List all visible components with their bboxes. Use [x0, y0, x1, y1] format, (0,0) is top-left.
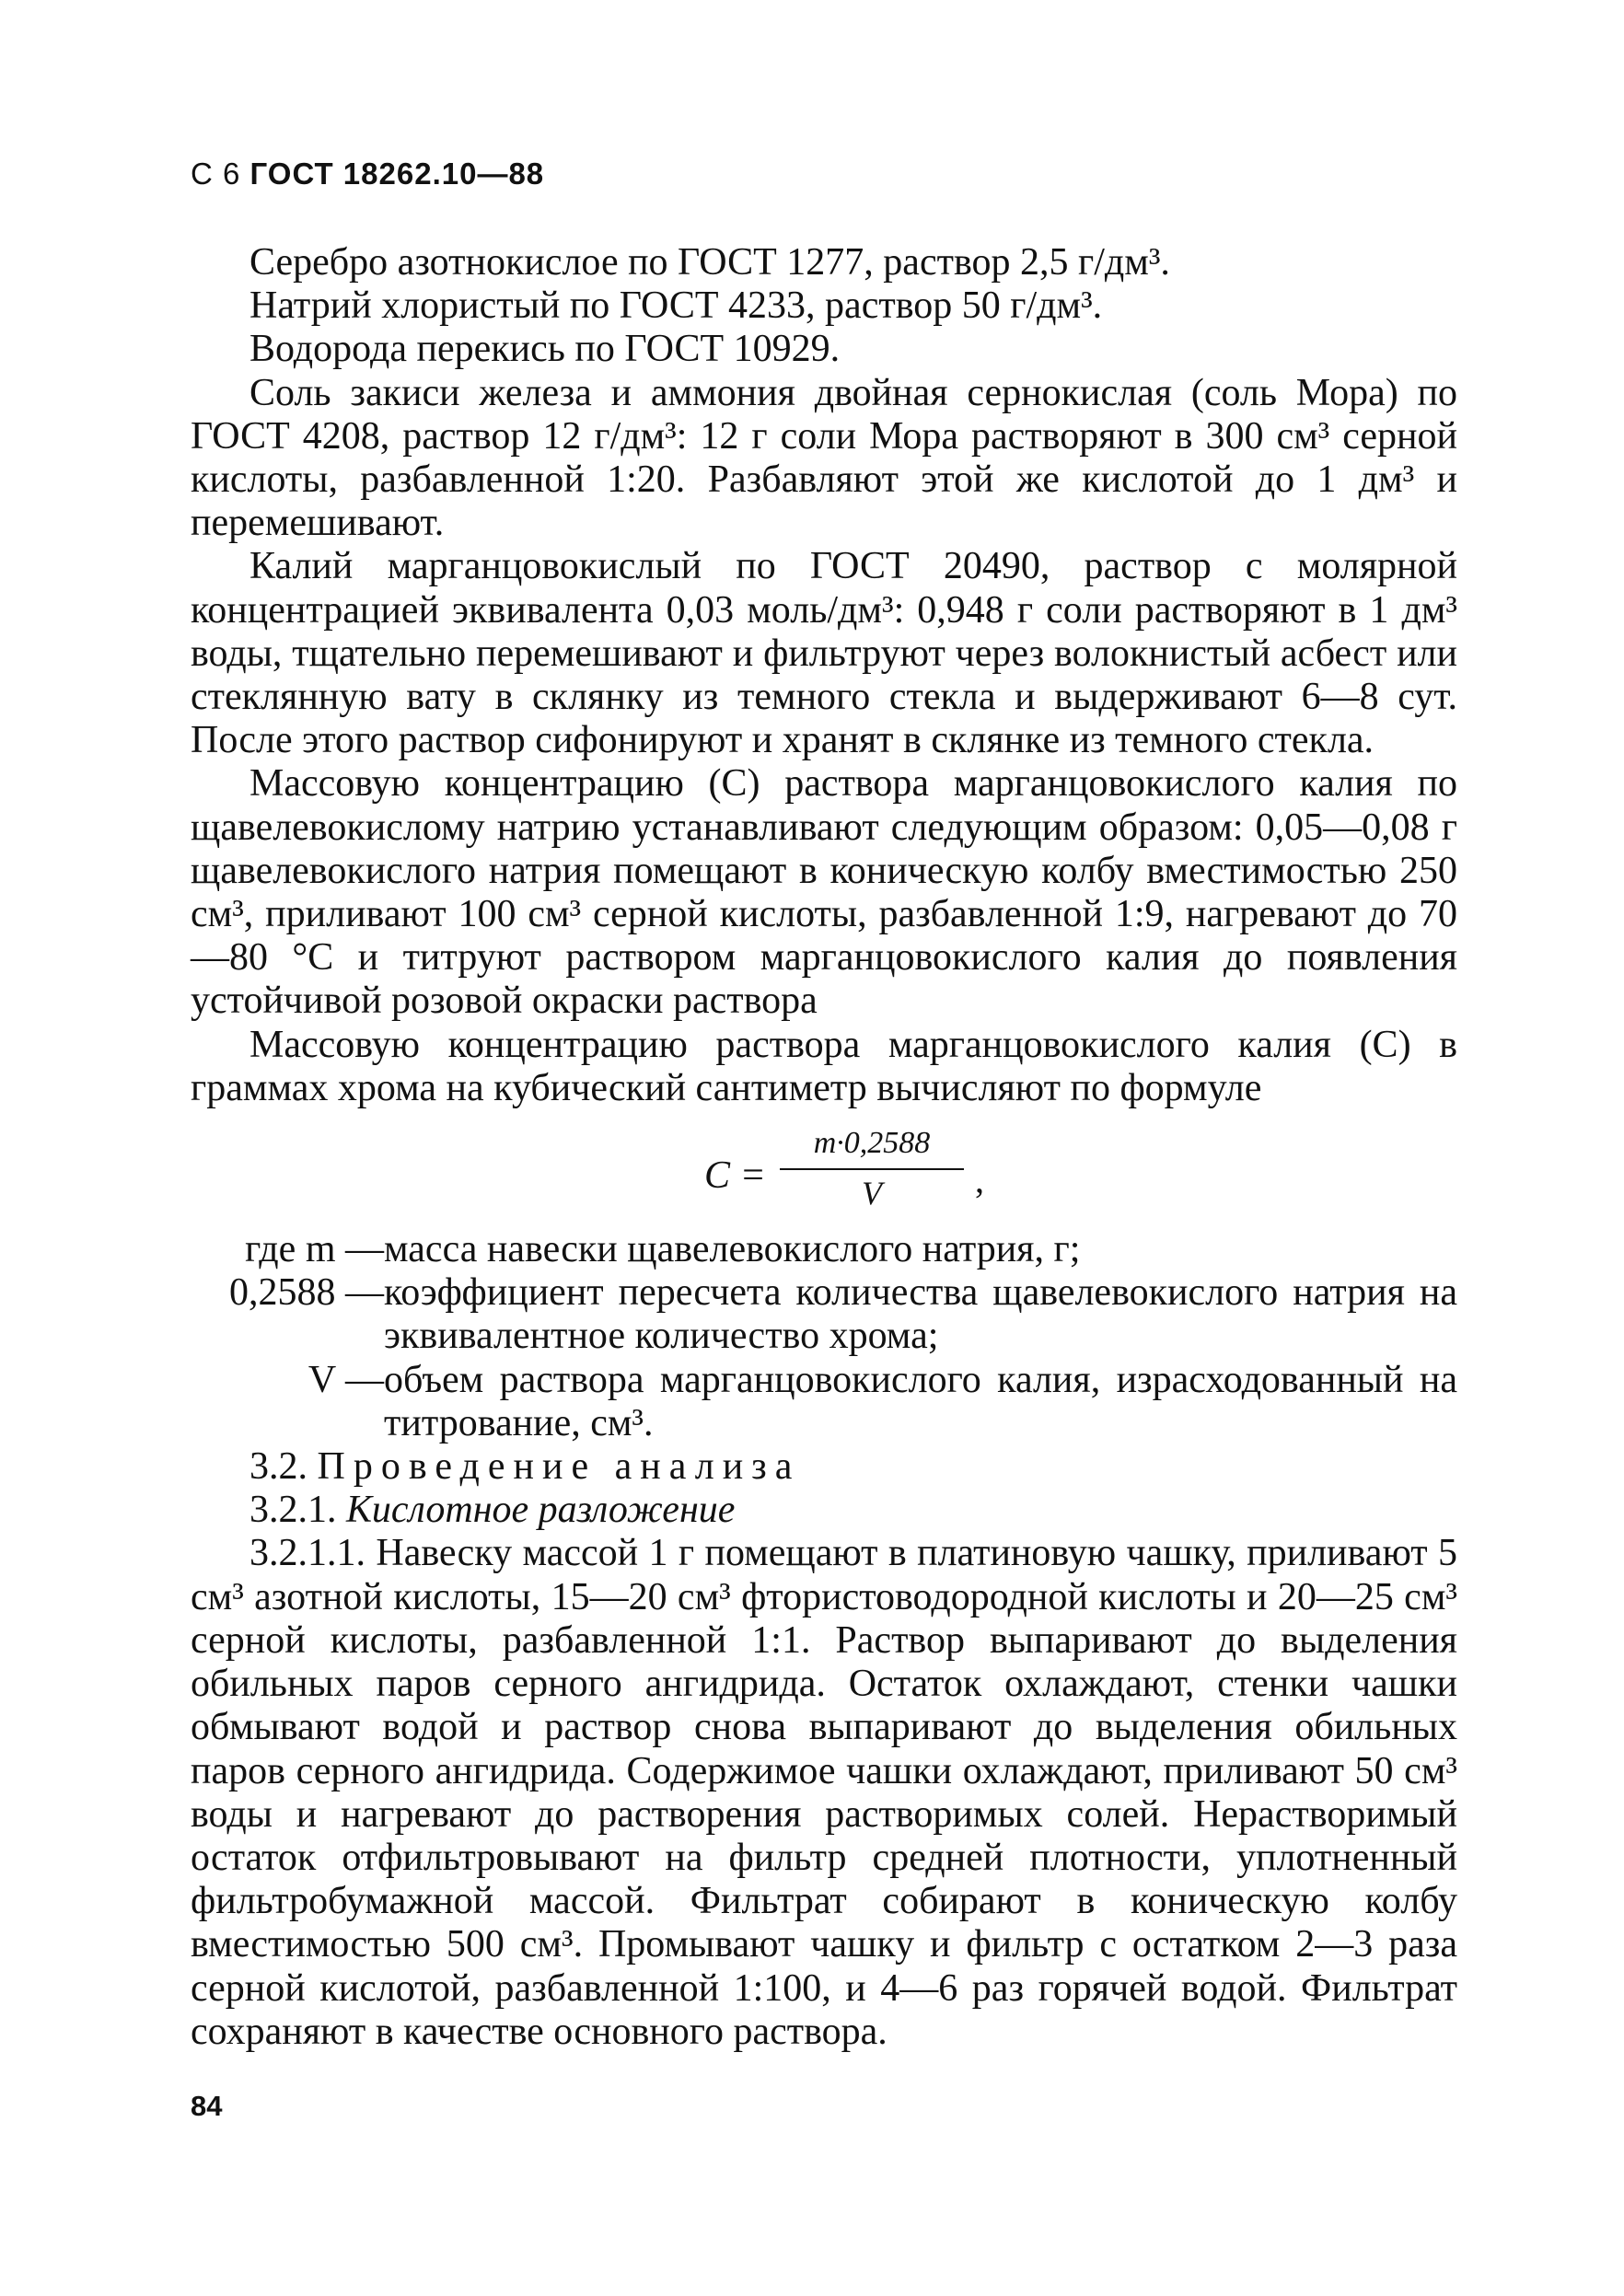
formula-fraction — [780, 1121, 964, 1215]
paragraph-potassium-permanganate: Калий марганцовокислый по ГОСТ 20490, раствор с молярной концентрацией эквивалента 0,03 моль/дм³: 0,948 г соли растворяют в 1 дм³ воды, тщательно перемешивают и фильтруют через волокнистый асбест или стеклянную вату в склянку из темного стекла и выдерживают 6—8 сут. После этого раствор сифонируют и хранят в склянке из темного стекла. — [191, 545, 1457, 762]
concentration-formula — [191, 1110, 1457, 1228]
standard-number: ГОСТ 18262.10—88 — [249, 157, 545, 191]
page-prefix: С 6 — [191, 157, 241, 191]
where-term: 0,2588 — — [229, 1271, 384, 1315]
section-title: Проведение анализа — [317, 1445, 801, 1489]
paragraph-sodium-chloride: Натрий хлористый по ГОСТ 4233, раствор 50 г/дм³. — [249, 284, 1103, 328]
paragraph-standardization: Массовую концентрацию (С) раствора марганцовокислого калия по щавелевокислому натрию устанавливают следующим образом: 0,05—0,08 г щавелевокислого натрия помещают в коническую колбу вместимостью 250 см³, приливают 100 см³ серной кислоты, разбавленной 1:9, нагревают до 70—80 °С и титруют раствором марганцовокислого калия до появления устойчивой розовой окраски раствора — [191, 762, 1457, 1023]
paragraph-acid-decomposition: 3.2.1.1. Навеску массой 1 г помещают в платиновую чашку, приливают 5 см³ азотной кислоты, 15—20 см³ фтористоводородной кислоты и 20—25 см³ серной кислоты, разбавленной 1:1. Раствор выпаривают до выделения обильных паров серного ангидрида. Остаток охлаждают, стенки чашки обмывают водой и раствор снова выпаривают до выделения обильных паров серного ангидрида. Содержимое чашки охлаждают, приливают 50 см³ воды и нагревают до растворения растворимых солей. Нерастворимый остаток отфильтровывают на фильтр средней плотности, уплотненный фильтробумажной массой. Фильтрат собирают в коническую колбу вместимостью 500 см³. Промывают чашку и фильтр с остатком 2—3 раза серной кислотой, разбавленной 1:100, и 4—6 раз горячей водой. Фильтрат сохраняют в качестве основного раствора. — [191, 1532, 1457, 2053]
paragraph-hydrogen-peroxide: Водорода перекись по ГОСТ 10929. — [249, 328, 841, 371]
where-item — [191, 1271, 1457, 1358]
where-item — [191, 1228, 1457, 1271]
where-term: где m — — [245, 1228, 384, 1271]
running-header — [191, 157, 544, 191]
where-definition: коэффициент пересчета количества щавелевокислого натрия на эквивалентное количество хрома; — [384, 1271, 1457, 1358]
where-term: V — — [307, 1358, 384, 1401]
formula-denominator: V — [862, 1175, 882, 1212]
page-number: 84 — [191, 2090, 223, 2122]
where-item — [191, 1359, 1457, 1445]
paragraph-concentration-formula-intro: Массовую концентрацию раствора марганцовокислого калия (С) в граммах хрома на кубический сантиметр вычисляют по формуле — [191, 1023, 1457, 1109]
section-heading-3-2: 3.2. Проведение анализа — [249, 1445, 801, 1489]
formula-comma: , — [975, 1159, 984, 1201]
section-title: Кислотное разложение — [346, 1489, 736, 1532]
document-body — [191, 241, 1457, 2054]
where-definition: объем раствора марганцовокислого калия, израсходованный на титрование, см³. — [384, 1358, 1457, 1444]
section-heading-3-2-1: 3.2.1. Кислотное разложение — [249, 1489, 736, 1532]
formula-numerator: m·0,2588 — [780, 1121, 964, 1170]
where-definition: масса навески щавелевокислого натрия, г; — [384, 1228, 1081, 1271]
paragraph-mohr-salt: Соль закиси железа и аммония двойная сернокислая (соль Мора) по ГОСТ 4208, раствор 12 г/дм³: 12 г соли Мора растворяют в 300 см³ серной кислоты, разбавленной 1:20. Разбавляют этой же кислотой до 1 дм³ и перемешивают. — [191, 371, 1457, 545]
paragraph-silver-nitrate: Серебро азотнокислое по ГОСТ 1277, раствор 2,5 г/дм³. — [249, 241, 1170, 284]
formula-lhs: С = — [704, 1154, 766, 1198]
